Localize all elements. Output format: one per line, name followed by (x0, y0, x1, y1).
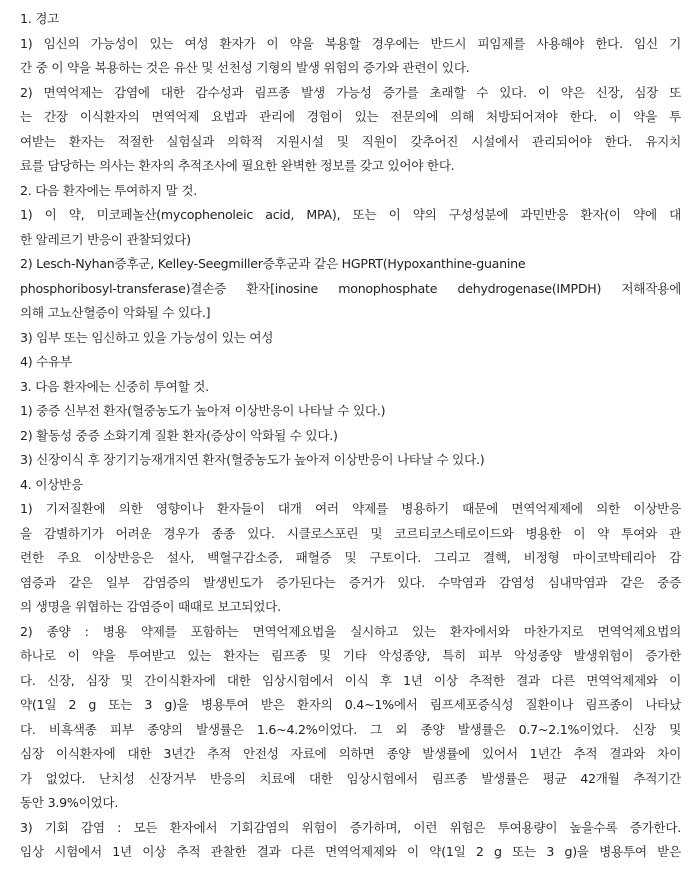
text-line: 한 알레르기 반응이 관찰되었다) (20, 231, 191, 247)
text-line: 3) 신장이식 후 장기기능재개지연 환자(혈중농도가 높아져 이상반응이 나타날 수 있다.) (20, 452, 485, 467)
text-line: 다. 신장, 심장 및 간이식환자에 대한 임상시험에서 이식 후 1년 이상 추적한 결과 다른 면역억제제와 이 (20, 672, 681, 688)
text-line: 련한 주요 이상반응은 설사, 백혈구감소증, 패혈증 및 구토이다. 그리고 결핵, 비정형 마이코박테리아 감 (20, 550, 681, 565)
text-line: 4. 이상반응 (20, 476, 83, 492)
text-line: 는 간장 이식환자의 면역억제 요법과 관리에 경험이 있는 전문의에 의해 처방되어져야 한다. 이 약을 투 (20, 109, 681, 124)
text-line: 다. 비흑색종 피부 종양의 발생률은 1.6~4.2%이었다. 그 외 종양 발생률은 0.7~2.1%이었다. 신장 및 (20, 721, 681, 737)
text-line: 을 감별하기가 어려운 경우가 종종 있다. 시클로스포린 및 코르티코스테로이드와 병용한 이 약 투여와 관 (20, 525, 681, 541)
text-line: 하나로 이 약을 투여받고 있는 환자는 림프종 및 기타 악성종양, 특히 피부 악성종양 발생위험이 증가한 (20, 648, 681, 663)
text-line: 4) 수유부 (20, 354, 72, 369)
text-line: 동안 3.9%이었다. (20, 795, 119, 810)
text-line: 간 중 이 약을 복용하는 것은 유산 및 선천성 기형의 발생 위험의 증가와 관련이 있다. (20, 60, 470, 75)
text-line: 2) 종양 : 병용 약제를 포함하는 면역억제요법을 실시하고 있는 환자에서와 마찬가지로 면역억제요법의 (20, 623, 681, 639)
text-line: 의해 고뇨산혈증이 악화될 수 있다.] (20, 305, 211, 320)
text-line: phosphoribosyl-transferase)결손증 환자[inosine monophosphate dehydrogenase(IMPDH) 저해작용에 (20, 280, 681, 296)
text-line: 여받는 환자는 적절한 실험실과 의학적 지원시설 및 직원이 갖추어진 시설에서 관리되어야 한다. 유지치 (20, 133, 681, 149)
text-line: 1) 이 약, 미코페놀산(mycophenoleic acid, MPA), 또는 이 약의 구성성분에 과민반응 환자(이 약에 대 (20, 207, 681, 222)
text-line: 가 없었다. 난치성 신장거부 반응의 치료에 대한 임상시험에서 림프종 발생률은 평균 42개월 추적기간 (20, 770, 681, 786)
text-line: 3) 임부 또는 임신하고 있을 가능성이 있는 여성 (20, 329, 274, 345)
text-line: 3. 다음 환자에는 신중히 투여할 것. (20, 378, 209, 394)
text-line: 3) 기회 감염 : 모든 환자에서 기회감염의 위험이 증가하며, 이런 위험은 투여용량이 높을수록 증가한다. (20, 819, 681, 835)
text-line: 임상 시험에서 1년 이상 추적 관찰한 결과 다른 면역억제제와 이 약(1일 2 g 또는 3 g)을 병용투여 받은 (20, 844, 681, 859)
text-line: 1) 중증 신부전 환자(혈중농도가 높아져 이상반응이 나타날 수 있다.) (20, 403, 386, 418)
text-line: 2) 활동성 중증 소화기계 질환 환자(증상이 악화될 수 있다.) (20, 427, 338, 443)
text-line: 1. 경고 (20, 11, 60, 26)
text-line: 1) 기저질환에 의한 영향이나 환자들이 대개 여러 약제를 병용하기 때문에 면역억제제에 의한 이상반응 (20, 501, 681, 516)
text-line: 심장 이식환자에 대한 3년간 추적 안전성 자료에 의하면 종양 발생률에 있어서 1년간 추적 결과와 차이 (20, 746, 681, 761)
text-line: 의 생명을 위협하는 감염증이 때때로 보고되었다. (20, 599, 281, 614)
text-line: 2. 다음 환자에는 투여하지 말 것. (20, 182, 198, 198)
text-line: 약(1일 2 g 또는 3 g)을 병용투여 받은 환자의 0.4~1%에서 림프세포증식성 질환이나 림프종이 나타났 (20, 697, 681, 712)
text-line: 염증과 같은 일부 감염증의 발생빈도가 증가된다는 증거가 있다. 수막염과 감염성 심내막염과 같은 중증 (20, 574, 681, 590)
text-line: 료를 담당하는 의사는 환자의 추적조사에 필요한 완벽한 정보를 갖고 있어야 한다. (20, 158, 455, 173)
text-line: 2) Lesch-Nyhan증후군, Kelley-Seegmiller증후군과 같은 HGPRT(Hypoxanthine-guanine (20, 256, 526, 271)
text-line: 2) 면역억제는 감염에 대한 감수성과 림프종 발생 가능성 증가를 초래할 수 있다. 이 약은 신장, 심장 또 (20, 84, 681, 100)
text-line: 1) 임신의 가능성이 있는 여성 환자가 이 약을 복용할 경우에는 반드시 피임제를 사용해야 한다. 임신 기 (20, 35, 681, 51)
